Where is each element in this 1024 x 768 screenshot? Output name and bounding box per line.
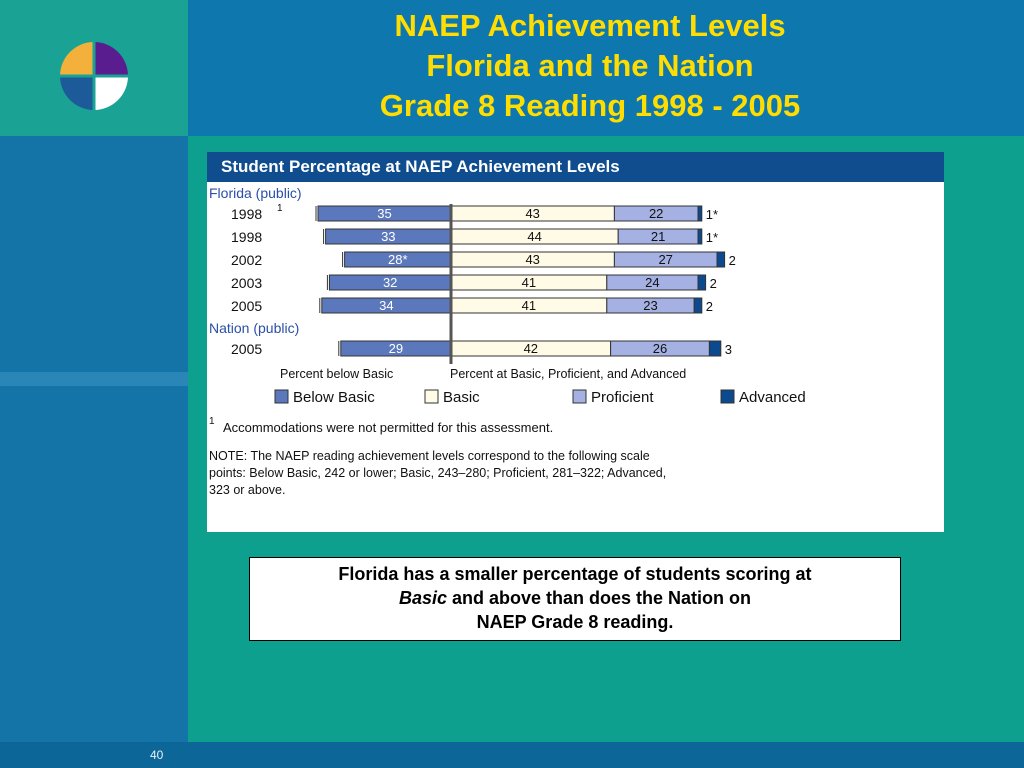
group-label: Nation (public) xyxy=(209,320,300,336)
value-label-advanced: 3 xyxy=(724,342,733,357)
chart-title: Student Percentage at NAEP Achievement Levels xyxy=(207,152,944,182)
value-label-basic: 41 xyxy=(521,275,537,290)
value-label-proficient: 27 xyxy=(658,252,673,267)
legend-swatch xyxy=(275,390,288,403)
legend-swatch xyxy=(425,390,438,403)
value-label-proficient: 22 xyxy=(648,206,664,221)
bar-advanced xyxy=(698,229,702,244)
year-label: 1998 xyxy=(231,206,263,222)
value-label-proficient: 26 xyxy=(652,341,668,356)
legend-label: Proficient xyxy=(591,389,654,406)
axis-label-left: Percent below Basic xyxy=(280,367,394,381)
logo-icon xyxy=(60,42,128,110)
value-label-advanced: 2 xyxy=(709,276,717,291)
page-number: 40 xyxy=(150,748,164,762)
value-label-below-basic: 29 xyxy=(388,341,404,356)
value-label-advanced: 2 xyxy=(705,299,714,314)
value-label-advanced: 1* xyxy=(705,207,719,222)
value-label-proficient: 24 xyxy=(645,275,660,290)
footnote-marker: 1 xyxy=(209,416,215,427)
value-label-basic: 44 xyxy=(527,229,542,244)
callout-box xyxy=(249,557,901,641)
note-line: 323 or above. xyxy=(209,483,286,497)
title-line-3: Grade 8 Reading 1998 - 2005 xyxy=(379,88,801,123)
value-label-proficient: 23 xyxy=(643,298,658,313)
value-label-below-basic: 34 xyxy=(379,298,394,313)
bar-advanced xyxy=(698,206,702,221)
year-label: 1998 xyxy=(231,229,263,245)
callout-line-2 xyxy=(250,586,900,610)
note-line: points: Below Basic, 242 or lower; Basic, 243–280; Proficient, 281–322; Advanced, xyxy=(209,466,667,480)
bar-advanced xyxy=(709,341,720,356)
callout-line-2-rest: and above than does the Nation on xyxy=(447,588,752,608)
bar-advanced xyxy=(694,298,702,313)
year-label: 2003 xyxy=(231,275,263,291)
value-label-below-basic: 28* xyxy=(388,252,408,267)
bar-advanced xyxy=(698,275,706,290)
legend-swatch xyxy=(573,390,586,403)
footnote-text: Accommodations were not permitted for this assessment. xyxy=(223,420,554,435)
title-line-1: NAEP Achievement Levels xyxy=(394,8,786,43)
left-panel xyxy=(0,136,188,742)
callout-line-1: Florida has a smaller percentage of students scoring at xyxy=(338,564,812,584)
title-line-2: Florida and the Nation xyxy=(426,48,754,83)
value-label-proficient: 21 xyxy=(650,229,666,244)
value-label-below-basic: 32 xyxy=(382,275,398,290)
value-label-basic: 43 xyxy=(525,206,540,221)
callout-basic-italic: Basic xyxy=(398,588,447,608)
year-label: 2002 xyxy=(231,252,263,268)
value-label-basic: 42 xyxy=(523,341,539,356)
value-label-below-basic: 33 xyxy=(381,229,396,244)
note-line: NOTE: The NAEP reading achievement levels correspond to the following scale xyxy=(209,449,650,463)
stacked-bar-chart xyxy=(207,182,944,532)
left-stripe xyxy=(0,372,188,386)
slide-title xyxy=(260,6,920,126)
legend-label: Advanced xyxy=(739,389,806,406)
legend-swatch xyxy=(721,390,734,403)
year-label: 2005 xyxy=(231,341,263,357)
bar-advanced xyxy=(717,252,725,267)
legend-label: Below Basic xyxy=(293,389,375,406)
value-label-advanced: 1* xyxy=(705,230,719,245)
value-label-advanced: 2 xyxy=(728,253,736,268)
axis-label-right: Percent at Basic, Proficient, and Advanced xyxy=(450,367,687,381)
legend-label: Basic xyxy=(443,389,480,406)
chart-panel xyxy=(207,152,944,532)
year-label: 2005 xyxy=(231,298,263,314)
callout-line-3: NAEP Grade 8 reading. xyxy=(476,612,674,632)
value-label-basic: 43 xyxy=(525,252,540,267)
group-label: Florida (public) xyxy=(209,185,302,201)
year-footnote-marker: 1 xyxy=(277,203,283,214)
value-label-below-basic: 35 xyxy=(377,206,392,221)
value-label-basic: 41 xyxy=(521,298,537,313)
